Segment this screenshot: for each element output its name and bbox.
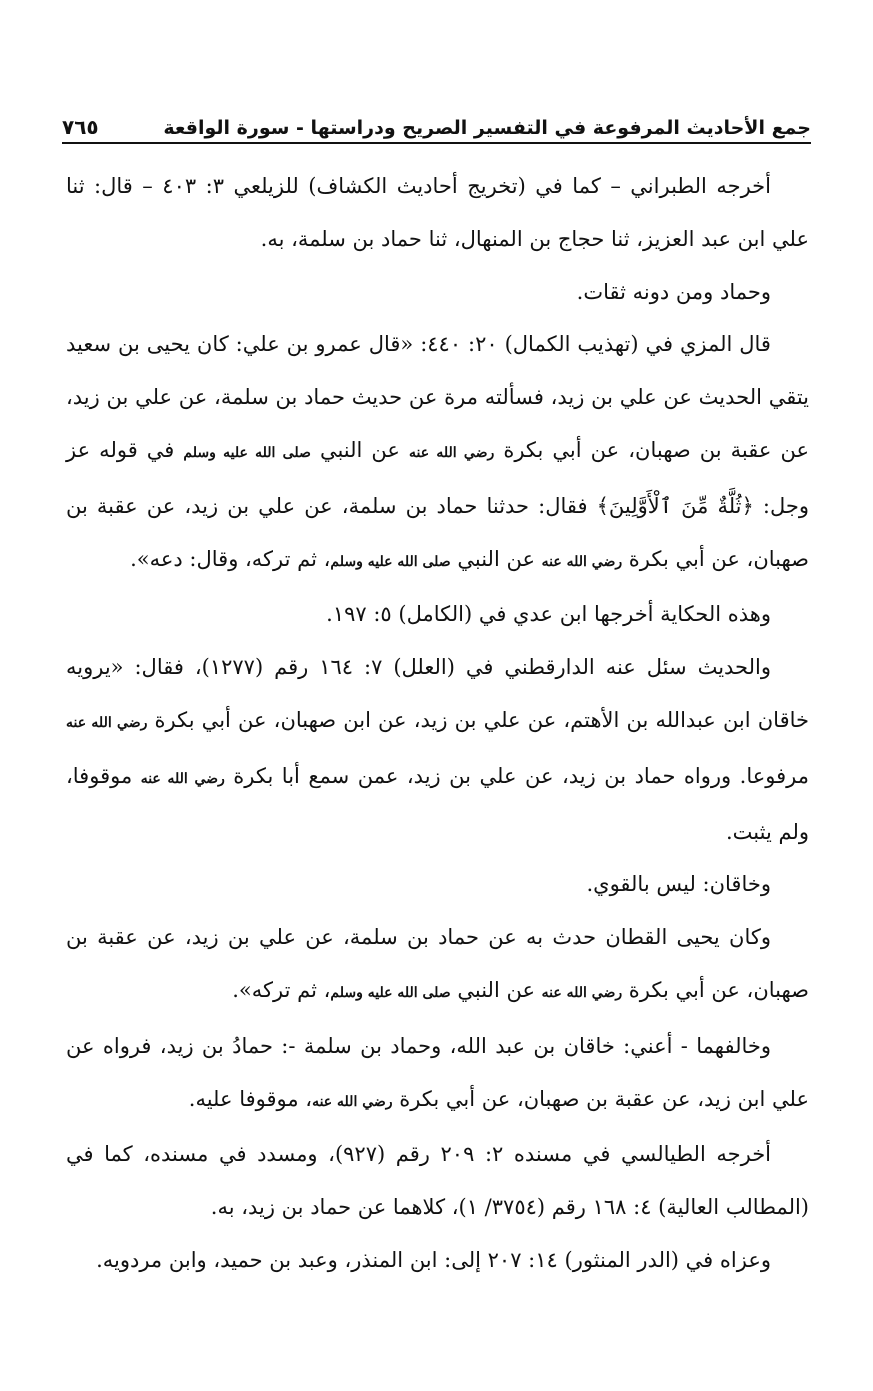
paragraph-8 [66, 1020, 809, 1129]
text-segment: في قوله عز وجل: ﴿ثُلَّةٌ مِّنَ ٱلْأَوَّلِينَ﴾ فقال: حدثنا حماد بن سلمة، عن علي بن زيد، عن عقبة بن صهبان، عن أبي بكرة [66, 437, 809, 571]
text-segment: قال المزي في (تهذيب الكمال) ٢٠: ٤٤٠: «قال عمرو بن علي: كان يحيى بن سعيد يتقي الحديث عن علي بن زيد، فسألته مرة عن حديث حماد بن سلمة، عن علي بن زيد، عن عقبة بن صهبان، عن أبي بكرة [66, 332, 810, 462]
paragraph-6 [66, 858, 809, 911]
paragraph-3 [66, 318, 809, 588]
honorific-radiallahu-anhu: رضي الله عنه [312, 1093, 393, 1110]
running-title: جمع الأحاديث المرفوعة في التفسير الصريح ودراستها - سورة الواقعة [163, 117, 811, 139]
paragraph-4 [66, 588, 809, 641]
paragraph-7 [66, 911, 809, 1020]
honorific-radiallahu-anhu: رضي الله عنه [541, 984, 623, 1001]
text-segment: أخرجه الطيالسي في مسنده ٢: ٢٠٩ رقم (٩٢٧)، ومسدد في مسنده، كما في (المطالب العالية) ٤: ١٦٨ رقم (٣٧٥٤/ ١)، كلاهما عن حماد بن زيد، به. [66, 1142, 809, 1220]
text-segment: عن النبي [450, 977, 542, 1002]
text-segment: موقوفا، ولم يثبت. [66, 763, 809, 844]
text-segment: وخالفهما - أعني: خاقان بن عبد الله، وحماد بن سلمة -: حمادُ بن زيد، فرواه عن علي ابن زيد، عن عقبة بن صهبان، عن أبي بكرة [66, 1033, 809, 1111]
text-segment: ، موقوفا عليه. [188, 1086, 313, 1111]
text-segment: عن النبي [310, 437, 410, 462]
page-header [62, 108, 811, 144]
body-text [66, 160, 809, 1287]
text-segment: وخاقان: ليس بالقوي. [586, 872, 771, 897]
text-segment: أخرجه الطبراني – كما في (تخريج أحاديث الكشاف) للزيلعي ٣: ٤٠٣ – قال: ثنا علي ابن عبد العزيز، ثنا حجاج بن المنهال، ثنا حماد بن سلمة، به. [66, 174, 809, 251]
text-segment: وهذه الحكاية أخرجها ابن عدي في (الكامل) ٥: ١٩٧. [326, 602, 771, 627]
paragraph-5 [66, 641, 809, 858]
text-segment: وعزاه في (الدر المنثور) ١٤: ٢٠٧ إلى: ابن المنذر، وعبد بن حميد، وابن مردويه. [96, 1247, 771, 1272]
text-segment: ، ثم تركه، وقال: دعه». [130, 546, 331, 571]
honorific-salla-allah: صلى الله عليه وسلم [330, 553, 451, 570]
text-segment: وحماد ومن دونه ثقات. [576, 279, 771, 304]
paragraph-1 [66, 160, 809, 266]
paragraph-9 [66, 1128, 809, 1234]
honorific-radiallahu-anhu: رضي الله عنه [66, 714, 148, 731]
text-segment: والحديث سئل عنه الدارقطني في (العلل) ٧: ١٦٤ رقم (١٢٧٧)، فقال: «يرويه خاقان ابن عبدالله بن الأهتم، عن علي بن زيد، عن ابن صهبان، عن أبي بكرة [66, 655, 809, 732]
honorific-salla-allah: صلى الله عليه وسلم [183, 444, 311, 461]
text-segment: عن النبي [450, 546, 542, 571]
page-number: ٧٦٥ [62, 115, 99, 139]
honorific-radiallahu-anhu: رضي الله عنه [409, 444, 495, 461]
text-segment: وكان يحيى القطان حدث به عن حماد بن سلمة، عن علي بن زيد، عن عقبة بن صهبان، عن أبي بكرة [66, 925, 809, 1002]
honorific-radiallahu-anhu: رضي الله عنه [140, 770, 225, 787]
paragraph-10 [66, 1234, 809, 1287]
honorific-radiallahu-anhu: رضي الله عنه [541, 553, 623, 570]
honorific-salla-allah: صلى الله عليه وسلم [330, 984, 451, 1001]
text-segment: ، ثم تركه». [232, 977, 331, 1002]
text-segment: مرفوعا. ورواه حماد بن زيد، عن علي بن زيد، عمن سمع أبا بكرة [224, 763, 810, 788]
paragraph-2 [66, 266, 809, 319]
